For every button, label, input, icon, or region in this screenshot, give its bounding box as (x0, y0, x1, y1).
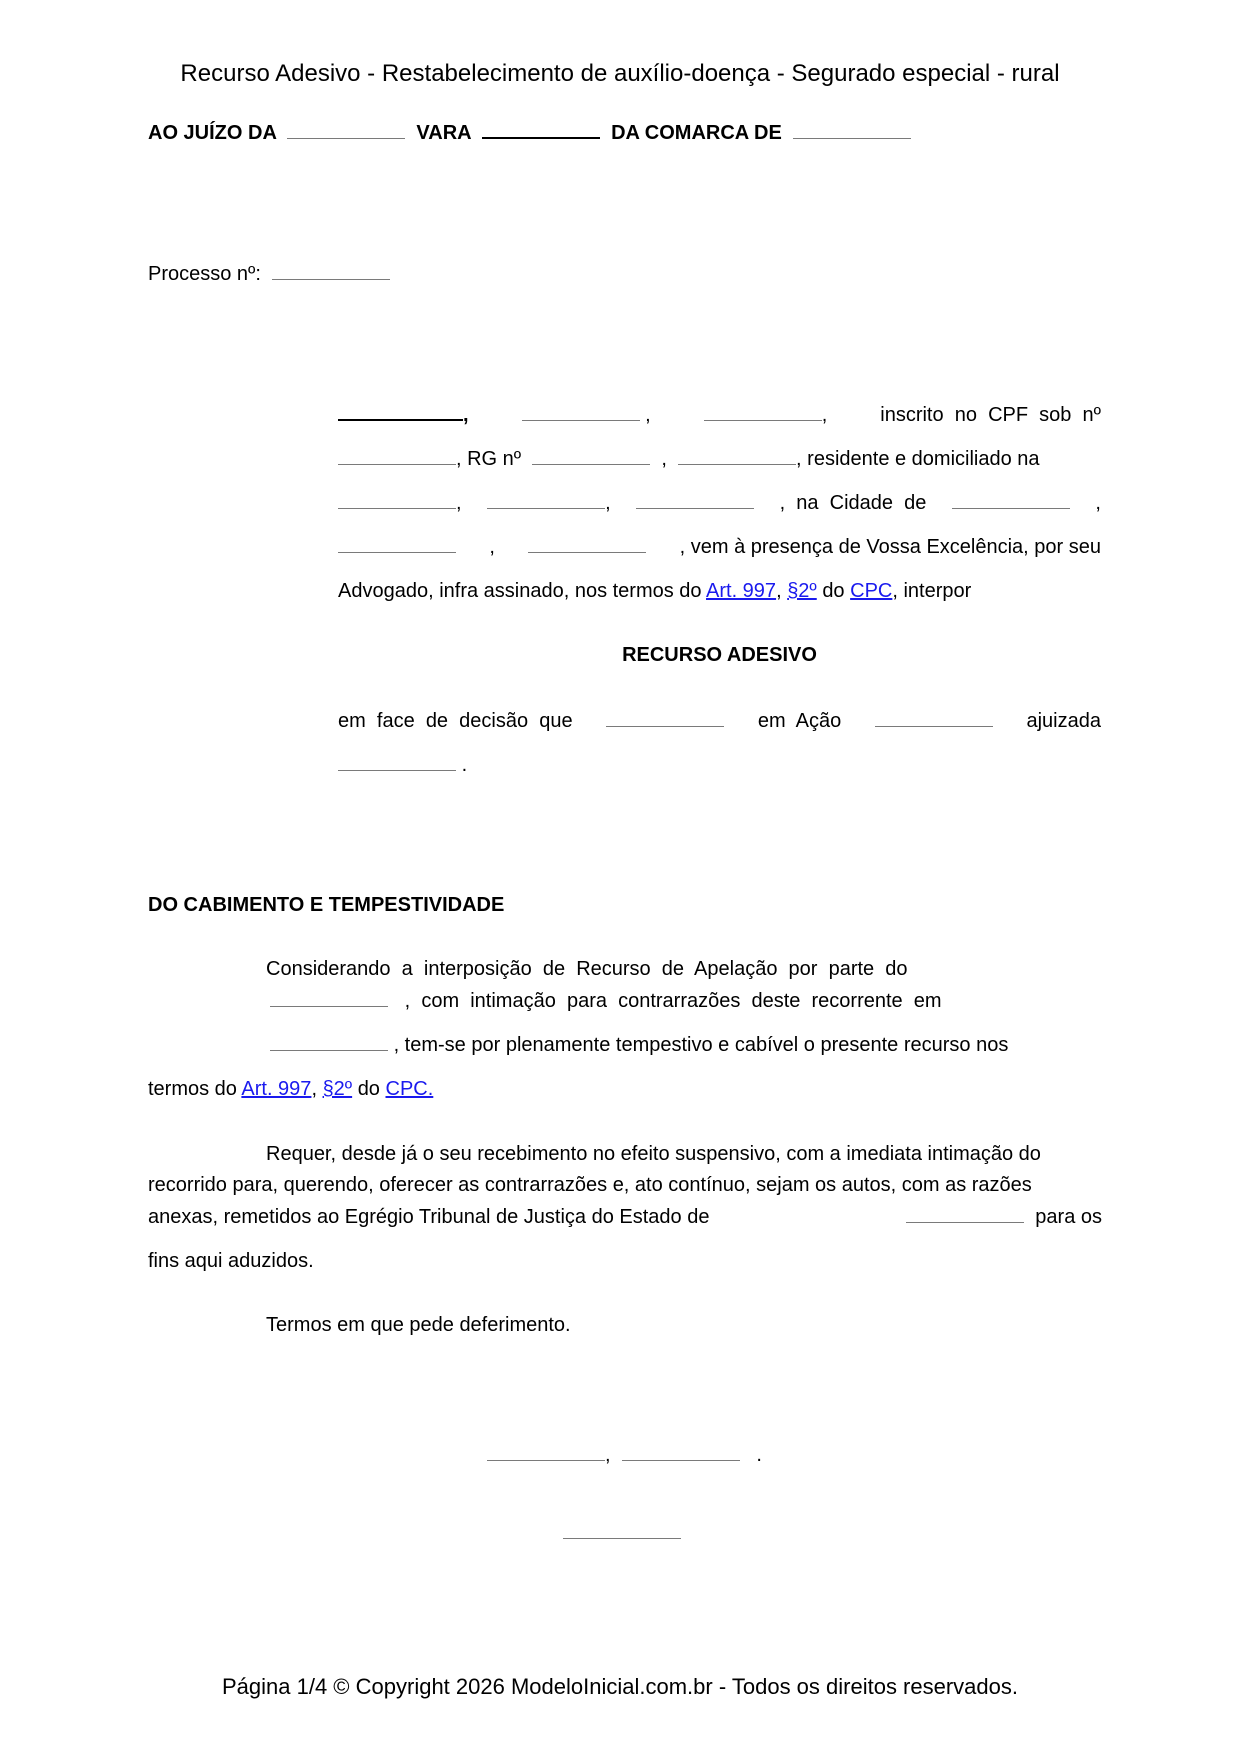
closing-text: Termos em que pede deferimento. (266, 1314, 571, 1336)
blank-field-zip[interactable] (528, 551, 646, 553)
addressee-part2: VARA (416, 122, 471, 144)
qualification-line-2 (338, 448, 1040, 471)
blank-field-filed-date[interactable] (338, 769, 456, 771)
blank-field-issuer[interactable] (678, 463, 796, 465)
requer-line-2: recorrido para, querendo, oferecer as contrarrazões e, ato contínuo, sejam os autos, com as razões (148, 1174, 1032, 1196)
qualification-line-3 (338, 492, 1101, 515)
signature-line (563, 1522, 681, 1545)
cabimento-line-2 (270, 990, 1092, 1013)
comma: , (605, 492, 611, 514)
addressee-part1: AO JUÍZO DA (148, 122, 277, 144)
blank-field-decision[interactable] (606, 725, 724, 727)
residence-label: , residente e domiciliado na (796, 448, 1040, 470)
comma: , (311, 1078, 317, 1100)
comma: , (776, 580, 782, 602)
rg-label: , RG nº (456, 448, 522, 470)
process-label: Processo nº: (148, 263, 261, 285)
link-paragraph-2-2[interactable]: §2º (322, 1078, 353, 1100)
blank-field-party-name[interactable] (338, 418, 463, 421)
cabimento-text-2: , com intimação para contrarrazões deste recorrente em (404, 990, 942, 1012)
decision-text: em face de decisão que (338, 710, 573, 732)
section-heading-cabimento: DO CABIMENTO E TEMPESTIVIDADE (148, 894, 505, 916)
link-art-997-2[interactable]: Art. 997 (241, 1078, 312, 1100)
blank-field-nationality[interactable] (522, 419, 640, 421)
blank-field-rg[interactable] (532, 463, 650, 465)
decision-line (338, 710, 1101, 733)
decision-line-2 (338, 754, 467, 777)
recurso-heading: RECURSO ADESIVO (622, 644, 817, 666)
place-date-line (487, 1444, 762, 1467)
comma: , (605, 1444, 611, 1466)
filed-text: ajuizada (1026, 710, 1101, 732)
blank-field-vara-number[interactable] (287, 137, 405, 139)
qualification-line-4 (338, 536, 1101, 559)
blank-field-state-court[interactable] (906, 1221, 1024, 1223)
requer-line-1: Requer, desde já o seu recebimento no efeito suspensivo, com a imediata intimação do (266, 1143, 1041, 1165)
blank-field-state[interactable] (338, 551, 456, 553)
action-text: em Ação (757, 710, 842, 732)
do-text: do (822, 580, 845, 602)
blank-field-comarca[interactable] (793, 137, 911, 139)
link-cpc[interactable]: CPC (850, 580, 893, 602)
blank-field-cpf[interactable] (338, 463, 456, 465)
city-label: , na Cidade de (779, 492, 927, 514)
interpor-text: , interpor (892, 580, 972, 602)
page-footer: Página 1/4 © Copyright 2026 ModeloInicial.com.br - Todos os direitos reservados. (222, 1674, 1018, 1699)
cabimento-text-1: Considerando a interposição de Recurso de Apelação por parte do (266, 958, 908, 980)
period: . (756, 1444, 762, 1466)
link-cpc-2[interactable]: CPC. (385, 1078, 434, 1100)
link-paragraph-2[interactable]: §2º (787, 580, 817, 602)
comma: , (1095, 492, 1101, 514)
advocate-text: Advogado, infra assinado, nos termos do (338, 580, 702, 602)
blank-field-action[interactable] (875, 725, 993, 727)
comma: , (645, 404, 651, 426)
cabimento-line-4 (148, 1078, 433, 1101)
qualification-line-5 (338, 580, 971, 603)
blank-field-number[interactable] (487, 507, 605, 509)
comma: , (821, 404, 828, 426)
cabimento-text-3: , tem-se por plenamente tempestivo e cabível o presente recurso nos (393, 1034, 1009, 1056)
tribunal-text: anexas, remetidos ao Egrégio Tribunal de Justiça do Estado de (148, 1206, 710, 1228)
blank-field-signature[interactable] (563, 1537, 681, 1539)
blank-field-process-number[interactable] (272, 278, 390, 280)
comma: , (456, 492, 462, 514)
comma: , (463, 404, 469, 426)
requer-line-3 (148, 1206, 1102, 1229)
comma: , (661, 448, 667, 470)
cabimento-line-3 (270, 1034, 1102, 1057)
process-number-line (148, 263, 390, 286)
do-text: do (357, 1078, 380, 1100)
para-os-text: para os (1035, 1206, 1102, 1228)
blank-field-appellant[interactable] (270, 1005, 388, 1007)
cabimento-line-1 (266, 958, 1092, 981)
blank-field-intimation-date[interactable] (270, 1049, 388, 1051)
addressee-line (148, 122, 911, 145)
blank-field-date[interactable] (622, 1459, 740, 1461)
qualification-line-1 (338, 404, 1101, 427)
blank-field-civil-status[interactable] (704, 419, 822, 421)
blank-field-place[interactable] (487, 1459, 605, 1461)
requer-line-4: fins aqui aduzidos. (148, 1250, 314, 1272)
blank-field-vara-type[interactable] (482, 136, 600, 139)
document-title: Recurso Adesivo - Restabelecimento de auxílio-doença - Segurado especial - rural (180, 60, 1060, 87)
addressee-part3: DA COMARCA DE (611, 122, 782, 144)
cpf-label: inscrito no CPF sob nº (880, 404, 1101, 426)
blank-field-city[interactable] (952, 507, 1070, 509)
blank-field-district[interactable] (636, 507, 754, 509)
period: . (461, 754, 468, 776)
presence-text: , vem à presença de Vossa Excelência, por seu (679, 536, 1101, 558)
terms-text: termos do (148, 1078, 237, 1100)
comma: , (489, 536, 495, 558)
blank-field-street[interactable] (338, 507, 456, 509)
link-art-997[interactable]: Art. 997 (706, 580, 777, 602)
